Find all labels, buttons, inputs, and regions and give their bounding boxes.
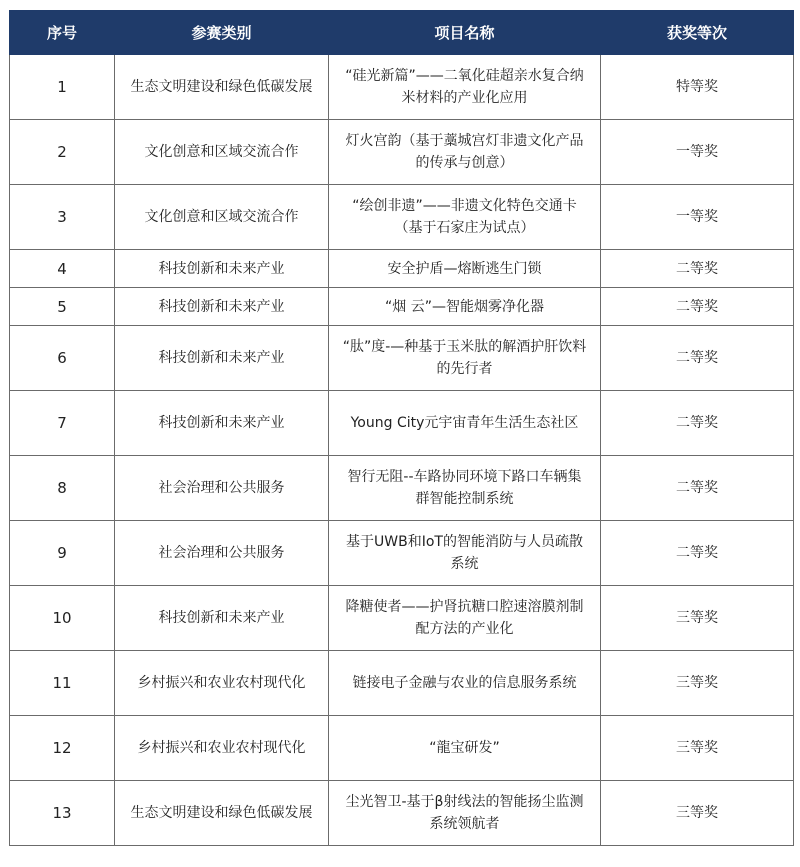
cell-category: 科技创新和未来产业 [115,586,329,651]
cell-category: 社会治理和公共服务 [115,456,329,521]
cell-category: 科技创新和未来产业 [115,391,329,456]
cell-category: 文化创意和区域交流合作 [115,185,329,250]
cell-award: 二等奖 [601,456,794,521]
table-header [10,11,794,55]
cell-no: 10 [10,586,115,651]
table-row [10,781,794,846]
cell-no: 11 [10,651,115,716]
table-row [10,185,794,250]
cell-project: 尘光智卫-基于β射线法的智能扬尘监测系统领航者 [329,781,601,846]
cell-project: 降糖使者——护肾抗糖口腔速溶膜剂制配方法的产业化 [329,586,601,651]
cell-project: “硅光新篇”——二氧化硅超亲水复合纳米材料的产业化应用 [329,55,601,120]
cell-award: 三等奖 [601,586,794,651]
table-row [10,55,794,120]
table-row [10,250,794,288]
table-row [10,456,794,521]
cell-award: 三等奖 [601,716,794,781]
cell-project: “龍宝研发” [329,716,601,781]
cell-award: 三等奖 [601,781,794,846]
cell-category: 文化创意和区域交流合作 [115,120,329,185]
awards-table [9,10,794,846]
cell-project: “烟 云”—智能烟雾净化器 [329,288,601,326]
cell-award: 三等奖 [601,651,794,716]
cell-category: 科技创新和未来产业 [115,326,329,391]
table-row [10,391,794,456]
cell-project: 灯火宫韵（基于藁城宫灯非遗文化产品的传承与创意） [329,120,601,185]
cell-no: 1 [10,55,115,120]
cell-no: 6 [10,326,115,391]
table-row [10,288,794,326]
cell-award: 二等奖 [601,521,794,586]
header-award: 获奖等次 [601,11,794,55]
header-no: 序号 [10,11,115,55]
cell-project: 链接电子金融与农业的信息服务系统 [329,651,601,716]
header-row [10,11,794,55]
cell-no: 8 [10,456,115,521]
cell-project: Young City元宇宙青年生活生态社区 [329,391,601,456]
table-row [10,120,794,185]
cell-no: 3 [10,185,115,250]
cell-project: “绘创非遗”——非遗文化特色交通卡（基于石家庄为试点） [329,185,601,250]
cell-category: 社会治理和公共服务 [115,521,329,586]
cell-award: 二等奖 [601,288,794,326]
table-row [10,716,794,781]
cell-award: 一等奖 [601,120,794,185]
cell-project: “肽”度-—种基于玉米肽的解酒护肝饮料的先行者 [329,326,601,391]
cell-project: 基于UWB和IoT的智能消防与人员疏散系统 [329,521,601,586]
table-body [10,55,794,846]
table-row [10,586,794,651]
cell-no: 5 [10,288,115,326]
header-category: 参赛类别 [115,11,329,55]
cell-award: 特等奖 [601,55,794,120]
awards-table-container [9,10,793,846]
cell-no: 2 [10,120,115,185]
cell-no: 4 [10,250,115,288]
cell-award: 二等奖 [601,391,794,456]
table-row [10,326,794,391]
cell-no: 13 [10,781,115,846]
cell-award: 二等奖 [601,326,794,391]
cell-category: 乡村振兴和农业农村现代化 [115,716,329,781]
cell-no: 9 [10,521,115,586]
header-project: 项目名称 [329,11,601,55]
cell-category: 生态文明建设和绿色低碳发展 [115,781,329,846]
table-row [10,521,794,586]
cell-category: 乡村振兴和农业农村现代化 [115,651,329,716]
cell-no: 7 [10,391,115,456]
cell-award: 一等奖 [601,185,794,250]
cell-award: 二等奖 [601,250,794,288]
table-row [10,651,794,716]
cell-category: 科技创新和未来产业 [115,250,329,288]
cell-project: 智行无阻--车路协同环境下路口车辆集群智能控制系统 [329,456,601,521]
cell-category: 科技创新和未来产业 [115,288,329,326]
cell-project: 安全护盾—熔断逃生门锁 [329,250,601,288]
cell-category: 生态文明建设和绿色低碳发展 [115,55,329,120]
cell-no: 12 [10,716,115,781]
